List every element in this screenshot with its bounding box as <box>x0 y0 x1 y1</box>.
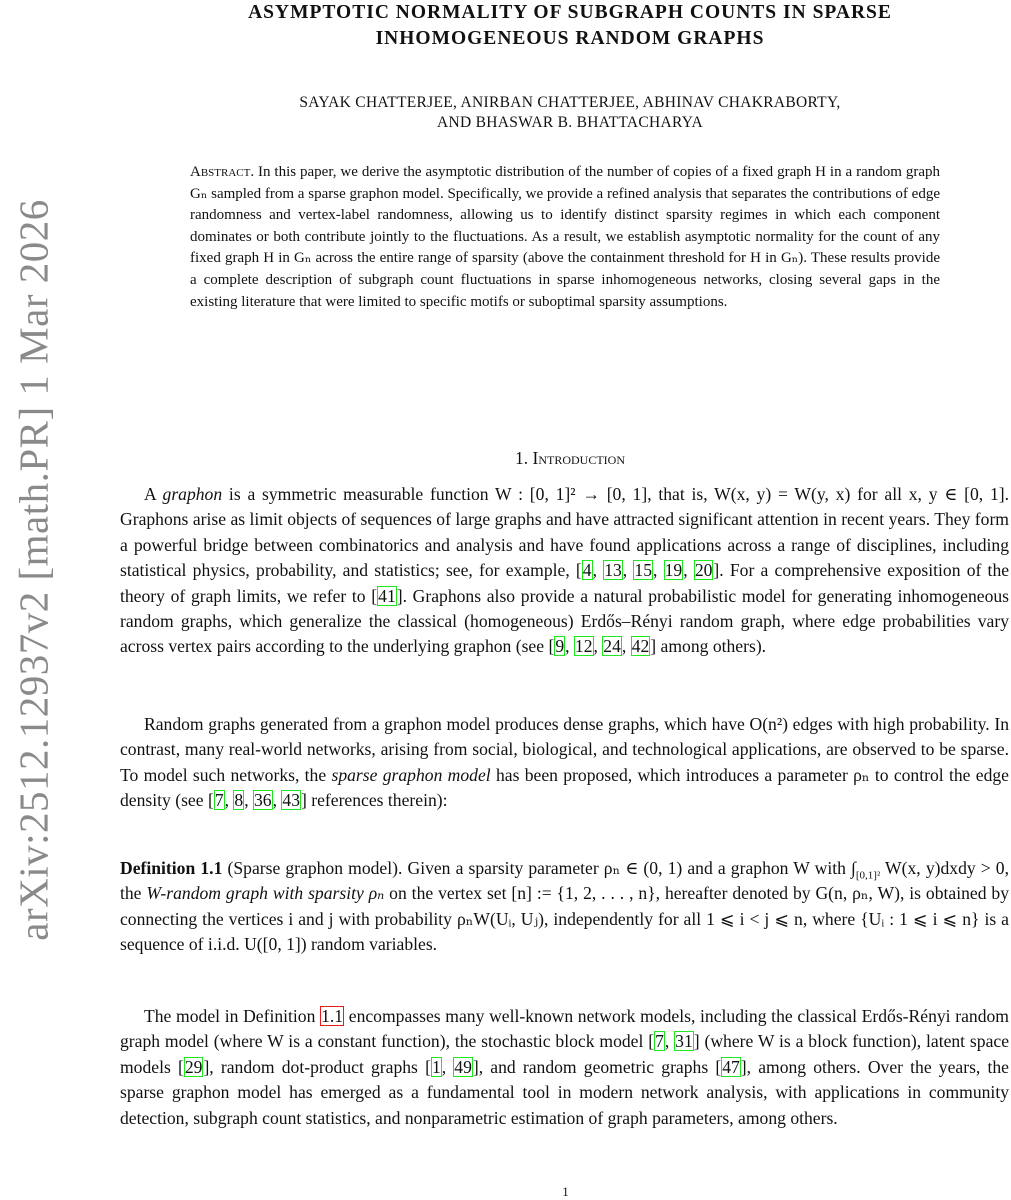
citation-link[interactable]: 15 <box>634 560 652 581</box>
page-number: 1 <box>562 1184 569 1199</box>
section-heading-introduction <box>120 447 1011 469</box>
text-run: Random graphs generated from a graphon model produces dense graphs, which have O(n²) edges with high probability. In contrast, many real-world networks, arising from social, biological, and technological applications, are observed to be sparse. To model such networks, the <box>120 714 1009 785</box>
abstract <box>190 162 940 313</box>
text-run: ], among others. Over the years, the sparse graphon model has emerged as a fundamental tool in modern network analysis, with applications in community detection, subgraph count statistics, and nonparametric estimation of graph parameters, among others. <box>120 1056 1009 1128</box>
citation-link[interactable]: 41 <box>378 585 396 606</box>
citation-link[interactable]: 7 <box>655 1031 664 1052</box>
citation-link[interactable]: 43 <box>282 790 300 811</box>
citation-link[interactable]: 47 <box>722 1056 740 1077</box>
citation-link[interactable]: 42 <box>631 636 650 657</box>
section-number: 1. <box>515 448 529 468</box>
citation-link[interactable]: 24 <box>603 636 621 657</box>
citation-link[interactable]: 13 <box>604 560 622 581</box>
text-run: on the vertex set [n] := {1, 2, . . . , n}, hereafter denoted by G(n, ρₙ, W), is obtained by connecting the vertices i and j with probability ρₙW(Uᵢ, Uⱼ), independently for all 1 ⩽ i < j ⩽ n, where {Uᵢ : 1 ⩽ i ⩽ n} is a sequence of i.i.d. U([0, 1]) random variables. <box>120 883 1009 955</box>
citation-link[interactable]: 36 <box>254 790 272 811</box>
definition-name: (Sparse graphon model). <box>227 858 403 878</box>
intro-paragraph-3: The model in Definition 1.1 encompasses many well-known network models, including the classical Erdős-Rényi random graph model (where W is a constant function), the stochastic block model [7, 31] (where W is a block function), latent space models [29], random dot-product graphs [1, 49], and random geometric graphs [47], among others. Over the years, the sparse graphon model has emerged as a fundamental tool in modern network analysis, with applications in community detection, subgraph count statistics, and nonparametric estimation of graph parameters, among others. <box>120 1006 1010 1128</box>
intro-paragraph-1: A graphon is a symmetric measurable function W : [0, 1]² → [0, 1], that is, W(x, y) = W(y, x) for all x, y ∈ [0, 1]. Graphons arise as limit objects of sequences of large graphs and have attracted significant attention in recent years. They form a powerful bridge between combinatorics and analysis and have found applications across a range of disciplines, including statistical physics, probability, and statistics; see, for example, [4, 13, 15, 19, 20]. For a comprehensive exposition of the theory of graph limits, we refer to [41]. Graphons also provide a natural probabilistic model for generating inhomogeneous random graphs, which generalize the classical (homogeneous) Erdős–Rényi random graph, where edge probabilities vary across vertex pairs according to the underlying graphon (see [9, 12, 24, 42] among others). <box>120 484 1010 657</box>
abstract-label: Abstract. <box>190 164 255 180</box>
text-run: ], and random geometric graphs [ <box>472 1056 722 1077</box>
citation-link[interactable]: 12 <box>574 636 593 657</box>
text-run: ] references therein): <box>300 790 448 811</box>
title-line-1: ASYMPTOTIC NORMALITY OF SUBGRAPH COUNTS IN SPARSE <box>248 2 892 23</box>
text-run: ]. Graphons also provide a natural probabilistic model for generating inhomogeneous random graphs, which generalize the classical (homogeneous) Erdős–Rényi random graph, where edge probabilities vary across vertex pairs according to the underlying graphon (see [ <box>120 585 1010 657</box>
citation-link[interactable]: 7 <box>214 790 224 811</box>
section-title: Introduction <box>532 448 625 468</box>
text-run: ]. For a comprehensive exposition of the theory of graph limits, we refer to [ <box>120 560 1010 606</box>
emphasis-graphon: graphon <box>162 484 223 504</box>
citation-link[interactable]: 8 <box>234 790 244 811</box>
text-run: The model in Definition <box>144 1006 321 1026</box>
citation-link[interactable]: 29 <box>184 1056 203 1077</box>
abstract-text: In this paper, we derive the asymptotic distribution of the number of copies of a fixed graph H in a random graph Gₙ sampled from a sparse graphon model. Specifically, we provide a refined analysis that separates the contributions of edge randomness and vertex-label randomness, allowing us to identify distinct sparsity regimes in which each component dominates or both contribute jointly to the fluctuations. As a result, we establish asymptotic normality for the count of any fixed graph H in Gₙ across the entire range of sparsity (above the containment threshold for H in Gₙ). These results provide a complete description of subgraph count fluctuations in sparse inhomogeneous networks, closing several gaps in the existing literature that were limited to specific motifs or suboptimal sparsity assumptions. <box>190 164 940 310</box>
authors-line-2: AND BHASWAR B. BHATTACHARYA <box>436 114 704 131</box>
citation-link[interactable]: 20 <box>694 560 713 581</box>
intro-paragraph-2: Random graphs generated from a graphon model produces dense graphs, which have O(n²) edges with high probability. In contrast, many real-world networks, arising from social, biological, and technological applications, are observed to be sparse. To model such networks, the sparse graphon model has been proposed, which introduces a parameter ρₙ to control the edge density (see [7, 8, 36, 43] references therein): <box>120 714 1009 811</box>
definition-reference-link[interactable]: 1.1 <box>321 1006 344 1026</box>
author-list <box>120 93 1011 133</box>
text-run: encompasses many well-known network models, including the classical Erdős-Rényi random graph model (where W is a constant function), the stochastic block model [ <box>120 1006 1009 1052</box>
paper-title <box>120 0 1011 52</box>
arxiv-side-stamp <box>4 185 64 955</box>
title-line-2: INHOMOGENEOUS RANDOM GRAPHS <box>375 28 765 49</box>
text-run: A <box>144 484 163 504</box>
text-run: is a symmetric measurable function W : [0, 1]² → [0, 1], that is, W(x, y) = W(y, x) for all x, y ∈ [0, 1]. Graphons arise as limit objects of sequences of large graphs and have attracted significant attention in recent years. They form a powerful bridge between combinatorics and analysis and have found applications across a range of disciplines, including statistical physics, probability, and statistics; see, for example, [ <box>120 484 1009 581</box>
text-run: ], random dot-product graphs [ <box>203 1056 431 1077</box>
integral-domain: [0,1]² <box>855 869 881 882</box>
citation-link[interactable]: 19 <box>664 560 683 581</box>
text-run: W(x, y)dxdy > 0, the <box>120 858 1010 904</box>
definition-label: Definition 1.1 <box>120 858 223 878</box>
definition-1-1 <box>120 856 1009 958</box>
emphasis-sparse-graphon-model: sparse graphon model <box>331 764 491 785</box>
citation-link[interactable]: 31 <box>675 1031 693 1052</box>
emphasis-w-random-graph: W-random graph with sparsity ρₙ <box>146 883 385 904</box>
citation-link[interactable]: 4 <box>582 560 592 581</box>
text-run: ] (where W is a block function), latent space models [ <box>120 1031 1010 1077</box>
authors-line-1: SAYAK CHATTERJEE, ANIRBAN CHATTERJEE, ABHINAV CHAKRABORTY, <box>299 94 841 111</box>
citation-link[interactable]: 49 <box>454 1056 472 1077</box>
text-run: Given a sparsity parameter ρₙ ∈ (0, 1) and a graphon W with ∫ <box>402 858 856 878</box>
citation-link[interactable]: 9 <box>555 636 565 657</box>
citation-link[interactable]: 1 <box>431 1056 441 1077</box>
arxiv-identifier: arXiv:2512.12937v2 [math.PR] 1 Mar 2026 <box>11 199 58 941</box>
text-run: ] among others). <box>650 636 767 657</box>
text-run: has been proposed, which introduces a parameter ρₙ to control the edge density (see [ <box>120 764 1009 811</box>
